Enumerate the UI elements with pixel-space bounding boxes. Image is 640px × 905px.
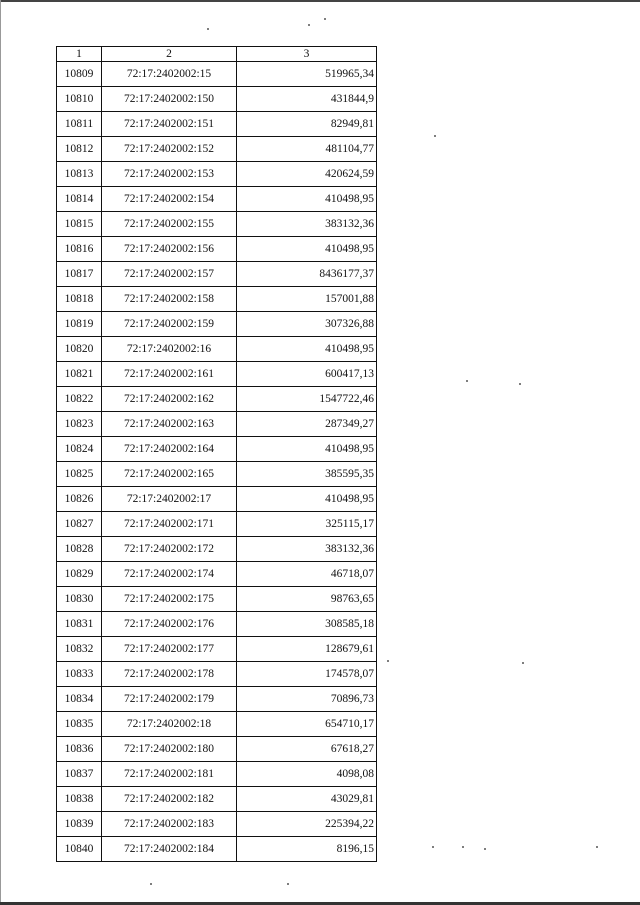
value-cell: 46718,07 <box>237 562 377 587</box>
cadastral-number-cell: 72:17:2402002:16 <box>102 337 237 362</box>
value-cell: 325115,17 <box>237 512 377 537</box>
row-number-cell: 10817 <box>57 262 102 287</box>
cadastral-number-cell: 72:17:2402002:165 <box>102 462 237 487</box>
table-row <box>57 462 377 487</box>
row-number-cell: 10838 <box>57 787 102 812</box>
table-row <box>57 612 377 637</box>
table-row <box>57 287 377 312</box>
value-cell: 420624,59 <box>237 162 377 187</box>
table-row <box>57 812 377 837</box>
scan-speck <box>484 848 486 850</box>
value-cell: 128679,61 <box>237 637 377 662</box>
cadastral-number-cell: 72:17:2402002:178 <box>102 662 237 687</box>
table-row <box>57 212 377 237</box>
table-row <box>57 637 377 662</box>
cadastral-number-cell: 72:17:2402002:157 <box>102 262 237 287</box>
table-row <box>57 662 377 687</box>
table-row <box>57 262 377 287</box>
column-header-1: 1 <box>57 47 102 62</box>
cadastral-number-cell: 72:17:2402002:158 <box>102 287 237 312</box>
value-cell: 98763,65 <box>237 587 377 612</box>
row-number-cell: 10828 <box>57 537 102 562</box>
cadastral-number-cell: 72:17:2402002:183 <box>102 812 237 837</box>
table-row <box>57 512 377 537</box>
row-number-cell: 10821 <box>57 362 102 387</box>
row-number-cell: 10818 <box>57 287 102 312</box>
value-cell: 225394,22 <box>237 812 377 837</box>
row-number-cell: 10827 <box>57 512 102 537</box>
cadastral-number-cell: 72:17:2402002:153 <box>102 162 237 187</box>
row-number-cell: 10839 <box>57 812 102 837</box>
table-row <box>57 412 377 437</box>
row-number-cell: 10810 <box>57 87 102 112</box>
table-row <box>57 787 377 812</box>
cadastral-number-cell: 72:17:2402002:159 <box>102 312 237 337</box>
cadastral-number-cell: 72:17:2402002:156 <box>102 237 237 262</box>
cadastral-number-cell: 72:17:2402002:18 <box>102 712 237 737</box>
table-row <box>57 312 377 337</box>
value-cell: 4098,08 <box>237 762 377 787</box>
scan-speck <box>207 28 209 30</box>
value-cell: 1547722,46 <box>237 387 377 412</box>
cadastral-number-cell: 72:17:2402002:171 <box>102 512 237 537</box>
cadastral-number-cell: 72:17:2402002:155 <box>102 212 237 237</box>
table-body <box>57 62 377 862</box>
cadastral-number-cell: 72:17:2402002:164 <box>102 437 237 462</box>
value-cell: 8436177,37 <box>237 262 377 287</box>
scan-speck <box>434 135 436 137</box>
value-cell: 174578,07 <box>237 662 377 687</box>
scan-speck <box>387 660 389 662</box>
cadastral-number-cell: 72:17:2402002:162 <box>102 387 237 412</box>
table-row <box>57 187 377 212</box>
row-number-cell: 10816 <box>57 237 102 262</box>
row-number-cell: 10826 <box>57 487 102 512</box>
cadastral-number-cell: 72:17:2402002:151 <box>102 112 237 137</box>
table-row <box>57 537 377 562</box>
cadastral-number-cell: 72:17:2402002:150 <box>102 87 237 112</box>
table-row <box>57 737 377 762</box>
value-cell: 385595,35 <box>237 462 377 487</box>
scan-speck <box>432 846 434 848</box>
row-number-cell: 10823 <box>57 412 102 437</box>
row-number-cell: 10830 <box>57 587 102 612</box>
table-row <box>57 237 377 262</box>
cadastral-number-cell: 72:17:2402002:163 <box>102 412 237 437</box>
cadastral-number-cell: 72:17:2402002:176 <box>102 612 237 637</box>
row-number-cell: 10825 <box>57 462 102 487</box>
cadastral-number-cell: 72:17:2402002:174 <box>102 562 237 587</box>
table-row <box>57 362 377 387</box>
value-cell: 410498,95 <box>237 337 377 362</box>
table-row <box>57 562 377 587</box>
value-cell: 308585,18 <box>237 612 377 637</box>
table-header <box>57 47 377 62</box>
cadastral-number-cell: 72:17:2402002:177 <box>102 637 237 662</box>
value-cell: 410498,95 <box>237 187 377 212</box>
scan-edge-top <box>0 0 640 2</box>
cadastral-number-cell: 72:17:2402002:161 <box>102 362 237 387</box>
cadastral-number-cell: 72:17:2402002:179 <box>102 687 237 712</box>
row-number-cell: 10833 <box>57 662 102 687</box>
row-number-cell: 10832 <box>57 637 102 662</box>
value-cell: 410498,95 <box>237 487 377 512</box>
table-row <box>57 687 377 712</box>
value-cell: 67618,27 <box>237 737 377 762</box>
cadastral-number-cell: 72:17:2402002:184 <box>102 837 237 862</box>
value-cell: 287349,27 <box>237 412 377 437</box>
table-row <box>57 587 377 612</box>
data-table <box>56 46 377 862</box>
value-cell: 70896,73 <box>237 687 377 712</box>
row-number-cell: 10831 <box>57 612 102 637</box>
scan-speck <box>519 383 521 385</box>
table-row <box>57 162 377 187</box>
scan-speck <box>522 662 524 664</box>
value-cell: 157001,88 <box>237 287 377 312</box>
row-number-cell: 10824 <box>57 437 102 462</box>
row-number-cell: 10836 <box>57 737 102 762</box>
row-number-cell: 10809 <box>57 62 102 87</box>
value-cell: 519965,34 <box>237 62 377 87</box>
row-number-cell: 10820 <box>57 337 102 362</box>
table-row <box>57 337 377 362</box>
table-row <box>57 137 377 162</box>
row-number-cell: 10812 <box>57 137 102 162</box>
row-number-cell: 10840 <box>57 837 102 862</box>
value-cell: 410498,95 <box>237 437 377 462</box>
cadastral-number-cell: 72:17:2402002:17 <box>102 487 237 512</box>
header-row <box>57 47 377 62</box>
scan-speck <box>462 846 464 848</box>
scan-speck <box>596 846 598 848</box>
cadastral-number-cell: 72:17:2402002:152 <box>102 137 237 162</box>
scan-speck <box>308 24 310 26</box>
scan-edge-left <box>0 0 1 905</box>
cadastral-number-cell: 72:17:2402002:181 <box>102 762 237 787</box>
row-number-cell: 10819 <box>57 312 102 337</box>
table-row <box>57 712 377 737</box>
table-row <box>57 837 377 862</box>
cadastral-number-cell: 72:17:2402002:180 <box>102 737 237 762</box>
row-number-cell: 10815 <box>57 212 102 237</box>
cadastral-number-cell: 72:17:2402002:154 <box>102 187 237 212</box>
scan-speck <box>466 380 468 382</box>
row-number-cell: 10829 <box>57 562 102 587</box>
table-row <box>57 487 377 512</box>
column-header-3: 3 <box>237 47 377 62</box>
table-row <box>57 62 377 87</box>
cadastral-number-cell: 72:17:2402002:175 <box>102 587 237 612</box>
value-cell: 383132,36 <box>237 537 377 562</box>
cadastral-number-cell: 72:17:2402002:172 <box>102 537 237 562</box>
value-cell: 481104,77 <box>237 137 377 162</box>
row-number-cell: 10813 <box>57 162 102 187</box>
table-row <box>57 762 377 787</box>
value-cell: 383132,36 <box>237 212 377 237</box>
cadastral-number-cell: 72:17:2402002:15 <box>102 62 237 87</box>
table-row <box>57 112 377 137</box>
table-row <box>57 437 377 462</box>
row-number-cell: 10811 <box>57 112 102 137</box>
column-header-2: 2 <box>102 47 237 62</box>
scan-speck <box>324 18 326 20</box>
value-cell: 600417,13 <box>237 362 377 387</box>
table-row <box>57 387 377 412</box>
value-cell: 307326,88 <box>237 312 377 337</box>
value-cell: 82949,81 <box>237 112 377 137</box>
table-row <box>57 87 377 112</box>
value-cell: 654710,17 <box>237 712 377 737</box>
row-number-cell: 10814 <box>57 187 102 212</box>
row-number-cell: 10834 <box>57 687 102 712</box>
scan-speck <box>150 883 152 885</box>
value-cell: 431844,9 <box>237 87 377 112</box>
value-cell: 43029,81 <box>237 787 377 812</box>
row-number-cell: 10835 <box>57 712 102 737</box>
scan-speck <box>287 883 289 885</box>
value-cell: 410498,95 <box>237 237 377 262</box>
value-cell: 8196,15 <box>237 837 377 862</box>
row-number-cell: 10837 <box>57 762 102 787</box>
row-number-cell: 10822 <box>57 387 102 412</box>
cadastral-number-cell: 72:17:2402002:182 <box>102 787 237 812</box>
